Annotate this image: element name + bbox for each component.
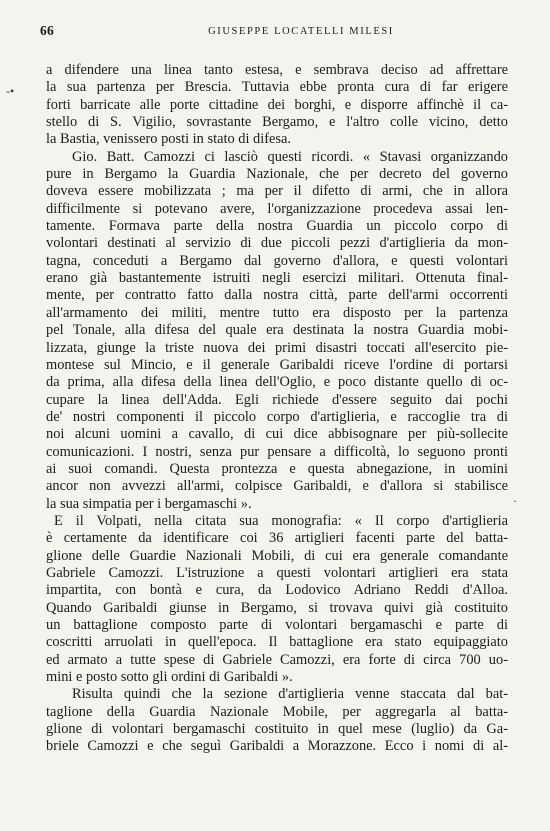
page-number: 66	[40, 23, 55, 38]
text-line: doveva essere mobilizzata ; ma per il difetto di armi, che in allora	[46, 183, 508, 200]
margin-mark-left: -•	[6, 84, 15, 98]
text-line: la sua partenza per Brescia. Tuttavia ebbe pronta cura di far erigere	[46, 79, 508, 96]
text-line: Risulta quindi che la sezione d'artiglieria venne staccata dal bat-	[72, 686, 508, 703]
body-text	[46, 62, 508, 756]
text-line: comunicazioni. I nostri, senza pur pensare a difficoltà, lo seguono pronti	[46, 443, 508, 460]
text-line: Gio. Batt. Camozzi ci lasciò questi ricordi. « Stavasi organizzando	[72, 148, 508, 165]
text-line: pel Tonale, alla difesa del quale era destinata la nostra Guardia mobi-	[46, 322, 508, 339]
text-line: la Bastia, venissero posti in stato di difesa.	[46, 131, 291, 148]
text-line: difficilmente si potevano avere, l'organizzazione procedeva assai len-	[46, 200, 508, 217]
text-line: da prima, alla difesa della linea dell'Oglio, e poco distante quello di oc-	[46, 374, 508, 391]
text-line: cupare la linea dell'Adda. Egli richiede d'essere seguito dai pochi	[46, 391, 508, 408]
text-line: ancor non avvezzi all'armi, colpisce Garibaldi, e d'allora si stabilisce	[46, 478, 508, 495]
text-line: glione di volontari bergamaschi costituito in quel mese (luglio) da Ga-	[46, 721, 508, 738]
text-line: montese sul Mincio, e il generale Garibaldi riceve l'ordine di portarsi	[46, 356, 508, 373]
paragraph	[46, 62, 508, 149]
running-head: GIUSEPPE LOCATELLI MILESI	[208, 26, 394, 37]
text-line: glione delle Guardie Nazionali Mobili, di cui era generale comandante	[46, 547, 508, 564]
text-line: tagna, conceduti a Bergamo dal governo d'allora, e questi volontari	[46, 252, 508, 269]
text-line: la sua simpatia per i bergamaschi ».	[46, 495, 252, 512]
text-line: noi alcuni uomini a cavallo, di cui dice abbisognare per più-sollecite	[46, 426, 508, 443]
text-line: stello di S. Vigilio, sovrastante Bergamo, e l'altro colle vicino, detto	[46, 114, 508, 131]
text-line: briele Camozzi e che seguì Garibaldi a Morazzone. Ecco i nomi di al-	[46, 738, 508, 755]
text-line: lizzata, giunge la triste nuova dei primi disastri toccati all'esercito pie-	[46, 339, 508, 356]
text-line: de' nostri componenti il piccolo corpo d'artiglieria, e raccoglie tra di	[46, 408, 508, 425]
text-line: un battaglione composto parte di volontari bergamaschi e parte di	[46, 617, 508, 633]
text-line: forti barricate alle porte cittadine dei borghi, e disporre affinchè il ca-	[46, 96, 508, 113]
text-line: tamente. Formava parte della nostra Guardia un piccolo corpo di	[46, 218, 508, 235]
text-line: è certamente da identificare coi 36 artiglieri facenti parte del batta-	[46, 530, 508, 547]
text-line: coscritti arruolati in quell'epoca. Il battaglione era stato equipaggiato	[46, 634, 508, 651]
text-line: erano già bastantemente istruiti negli esercizi militari. Ottenuta final-	[46, 270, 508, 287]
text-line: mini e posto sotto gli ordini di Garibaldi ».	[46, 669, 293, 686]
paragraph	[46, 149, 508, 513]
text-line: pure in Bergamo la Guardia Nazionale, che per decreto del governo	[46, 166, 508, 183]
text-line: ai suoi comandi. Questa prontezza e questa abnegazione, in uomini	[46, 460, 508, 477]
text-line: ed armato a tutte spese di Gabriele Camozzi, era forte di circa 700 uo-	[46, 651, 508, 668]
paragraph	[46, 686, 508, 755]
text-line: mente, per contratto fatto dalla nostra città, parte dell'armi occorrenti	[46, 287, 508, 304]
text-line: taglione della Guardia Nazionale Mobile, per aggregarla al batta-	[46, 703, 508, 720]
text-line: all'armamento dei militi, mentre tutto era disposto per la partenza	[46, 304, 508, 321]
text-line: Gabriele Camozzi. L'istruzione a questi volontari artiglieri era stata	[46, 564, 508, 581]
text-line: a difendere una linea tanto estesa, e sembrava deciso ad affrettare	[46, 62, 508, 78]
margin-mark-right: ·	[513, 494, 517, 508]
paragraph	[46, 513, 508, 686]
text-line: impartita, con bontà e cura, da Lodovico Adriano Reddi d'Alloa.	[46, 582, 508, 599]
text-line: Quando Garibaldi giunse in Bergamo, si trovava quivi già costituito	[46, 599, 508, 616]
text-line: E il Volpati, nella citata sua monografia: « Il corpo d'artiglieria	[54, 512, 508, 529]
text-line: volontari destinati al servizio di due piccoli pezzi d'artiglieria da mon-	[46, 235, 508, 252]
